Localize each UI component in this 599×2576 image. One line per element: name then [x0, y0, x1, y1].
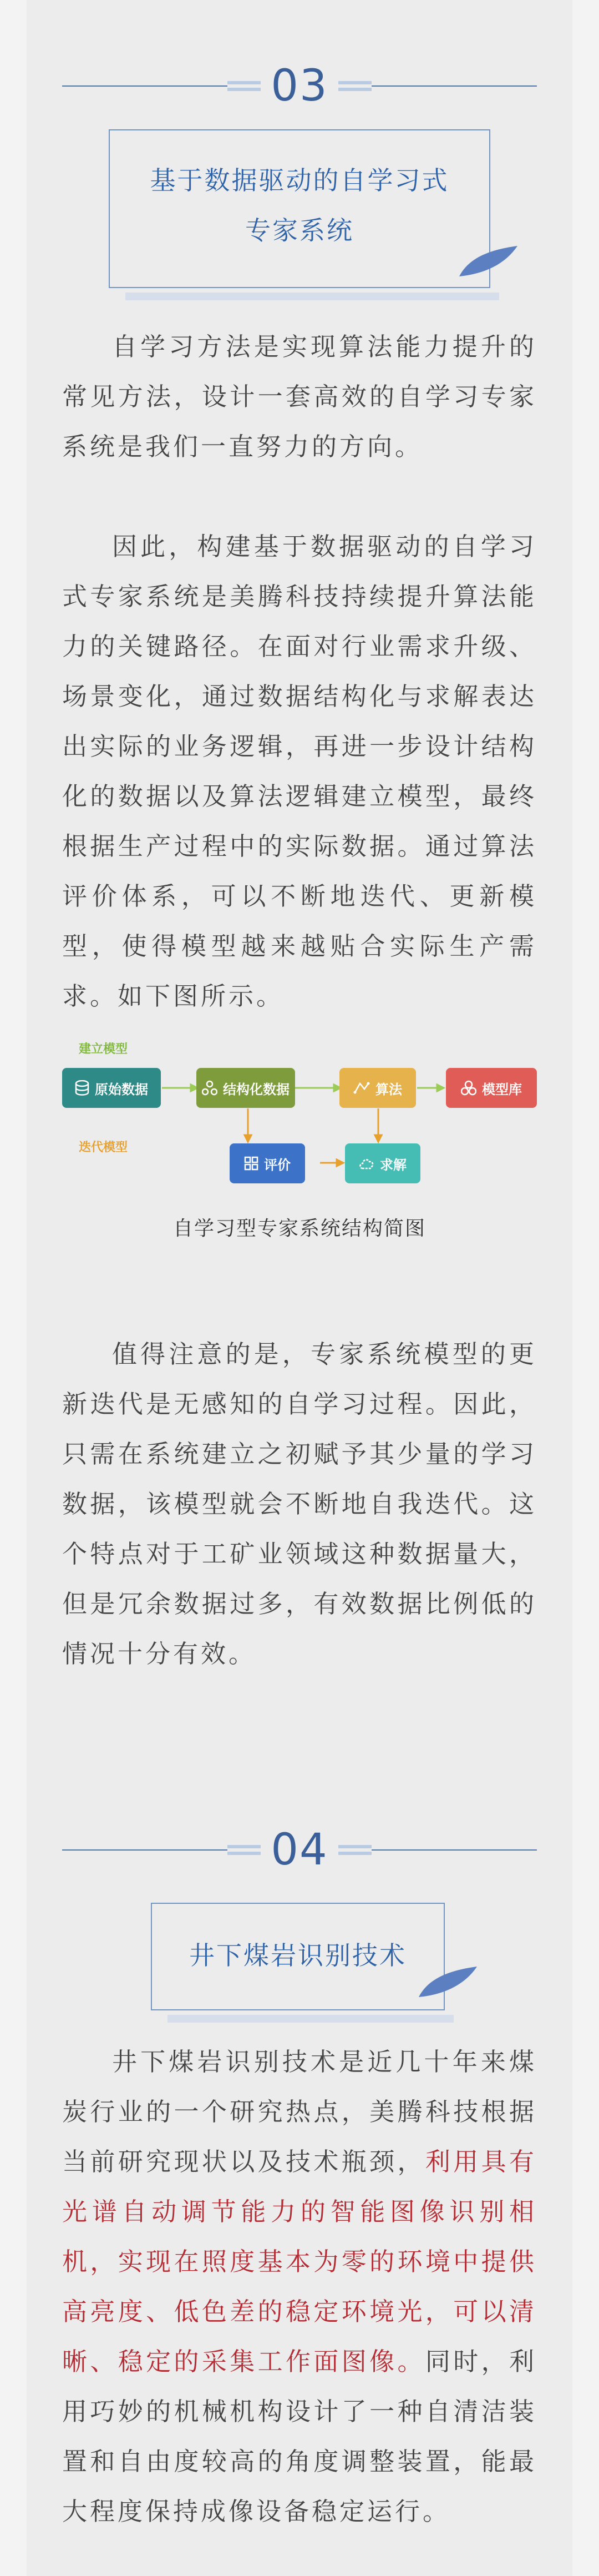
section-04-title-box [151, 1903, 445, 2010]
section-title-line2: 专家系统 [245, 215, 354, 245]
paragraph-approach: 因此，构建基于数据驱动的自学习式专家系统是美腾科技持续提升算法能力的关键路径。在面对行业需求升级、场景变化，通过数据结构化与求解表达出实际的业务逻辑，再进一步设计结构化的数据以及算法逻辑建立模型，最终根据生产过程中的实际数据。通过算法评价体系，可以不断地迭代、更新模型，使得模型越来越贴合实际生产需求。如下图所示。 [62, 532, 537, 1011]
evaluation-icon [244, 1156, 258, 1171]
section-number: 03 [271, 61, 328, 111]
paragraph-intro: 自学习方法是实现算法能力提升的常见方法，设计一套高效的自学习专家系统是我们一直努力的方向。 [62, 332, 537, 461]
leaf-decoration-icon [413, 1964, 480, 2003]
label-build-model: 建立模型 [79, 1042, 128, 1056]
section-title-line1: 基于数据驱动的自学习式 [150, 165, 449, 195]
leaf-decoration-icon [454, 243, 520, 282]
node-model-library-label: 模型库 [482, 1081, 522, 1097]
section-number: 04 [271, 1825, 328, 1875]
structure-icon [202, 1080, 217, 1096]
node-raw-data-label: 原始数据 [95, 1081, 148, 1097]
node-algorithm [339, 1068, 416, 1108]
label-iterate-model: 迭代模型 [79, 1141, 128, 1155]
section-04-header [62, 1825, 537, 1875]
paragraph-coal-rock-highlight: 利用具有光谱自动调节能力的智能图像识别相机，实现在照度基本为零的环境中提供高亮度、低色差的稳定环境光，可以清晰、稳定的采集工作面图像。 [62, 2147, 537, 2376]
paragraph-coal-rock-part1: 井下煤岩识别技术是近几十年来煤炭行业的一个研究热点，美腾科技根据当前研究现状以及技术瓶颈， [62, 2047, 537, 2176]
database-icon [75, 1080, 89, 1096]
model-library-icon [461, 1080, 476, 1096]
node-evaluation-label: 评价 [264, 1157, 291, 1173]
algorithm-icon [353, 1080, 370, 1096]
cloud-icon [359, 1156, 374, 1171]
section-title: 井下煤岩识别技术 [189, 1940, 407, 1970]
section-03-header [62, 61, 537, 111]
diagram-caption: 自学习型专家系统结构简图 [172, 1217, 426, 1240]
node-evaluation [230, 1143, 305, 1183]
node-model-library [446, 1068, 537, 1108]
node-solve [345, 1143, 420, 1183]
expert-system-diagram [62, 1030, 537, 1241]
paragraph-coal-rock-part3: 同时，利用巧妙的机械机构设计了一种自清洁装置和自由度较高的角度调整装置，能最大程度保持成像设备稳定运行。 [62, 2347, 537, 2526]
paragraph-notice: 值得注意的是，专家系统模型的更新迭代是无感知的自学习过程。因此，只需在系统建立之初赋予其少量的学习数据，该模型就会不断地自我迭代。这个特点对于工矿业领域这种数据量大，但是冗余数据过多，有效数据比例低的情况十分有效。 [62, 1339, 537, 1668]
diagram-arrows [62, 1030, 537, 1241]
section-03-title-box [109, 129, 490, 288]
node-solve-label: 求解 [380, 1157, 407, 1173]
node-algorithm-label: 算法 [375, 1081, 402, 1097]
node-structured-data-label: 结构化数据 [223, 1081, 290, 1097]
node-raw-data [62, 1068, 161, 1108]
node-structured-data [196, 1068, 295, 1108]
paragraph-coal-rock [62, 2037, 537, 2537]
